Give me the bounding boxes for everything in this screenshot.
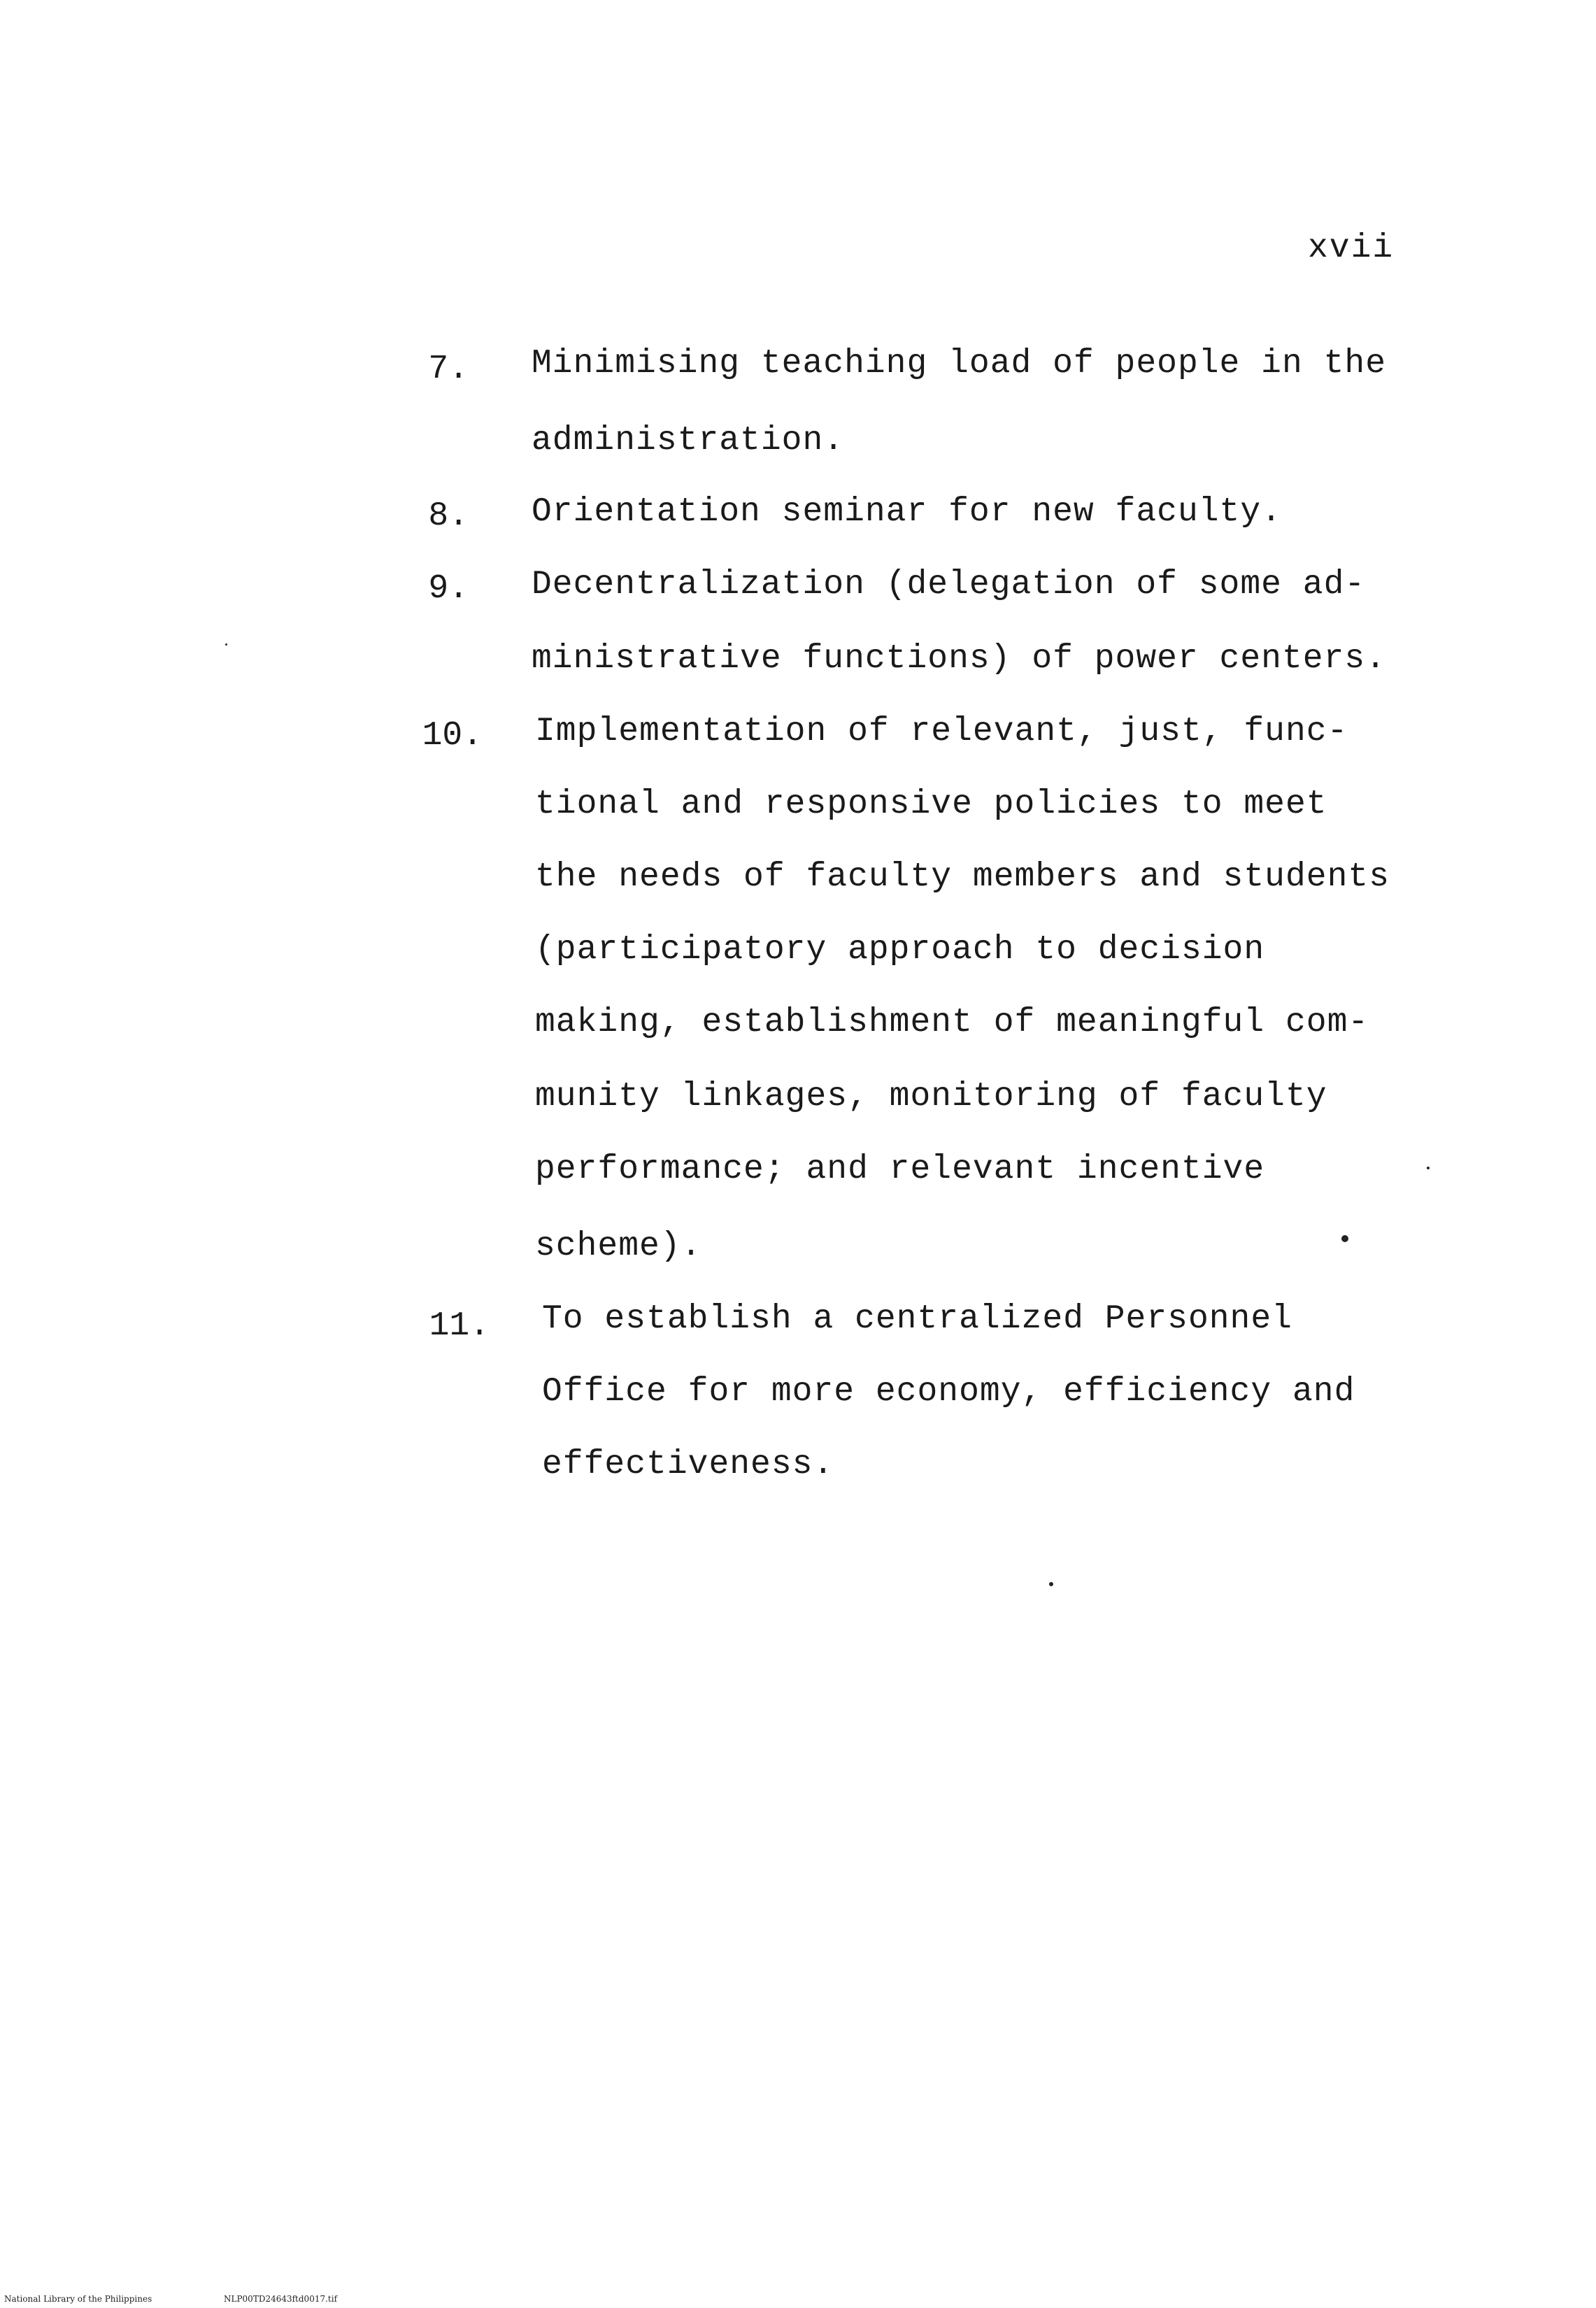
item-line: tional and responsive policies to meet bbox=[535, 785, 1327, 823]
item-line: effectiveness. bbox=[542, 1446, 834, 1483]
item-number: 8. bbox=[428, 497, 469, 535]
item-line: Decentralization (delegation of some ad- bbox=[532, 566, 1366, 604]
item-number: 9. bbox=[428, 570, 469, 608]
page-number: xvii bbox=[1308, 229, 1395, 267]
item-line: (participatory approach to decision bbox=[535, 931, 1265, 969]
item-line: Office for more economy, efficiency and bbox=[542, 1373, 1355, 1411]
item-number: 10. bbox=[422, 717, 483, 755]
footer-filename: NLP00TD24643ftd0017.tif bbox=[224, 2294, 338, 2304]
item-line: performance; and relevant incentive bbox=[535, 1151, 1265, 1188]
item-line: ministrative functions) of power centers. bbox=[532, 640, 1386, 678]
item-number: 7. bbox=[428, 350, 469, 388]
item-line: munity linkages, monitoring of faculty bbox=[535, 1078, 1327, 1116]
item-line: Implementation of relevant, just, func- bbox=[535, 713, 1348, 750]
scan-speck bbox=[225, 643, 227, 646]
scan-speck bbox=[1427, 1167, 1430, 1169]
scan-speck bbox=[1049, 1582, 1053, 1586]
item-line: Orientation seminar for new faculty. bbox=[532, 493, 1282, 531]
item-line: Minimising teaching load of people in the bbox=[532, 345, 1386, 383]
footer-library: National Library of the Philippines bbox=[4, 2294, 152, 2304]
item-line: making, establishment of meaningful com- bbox=[535, 1004, 1369, 1041]
item-line: administration. bbox=[532, 422, 845, 460]
item-line: the needs of faculty members and students bbox=[535, 858, 1390, 896]
item-line: scheme). bbox=[535, 1227, 702, 1265]
scan-speck bbox=[1341, 1235, 1348, 1242]
item-line: To establish a centralized Personnel bbox=[542, 1300, 1292, 1338]
item-number: 11. bbox=[429, 1307, 490, 1345]
